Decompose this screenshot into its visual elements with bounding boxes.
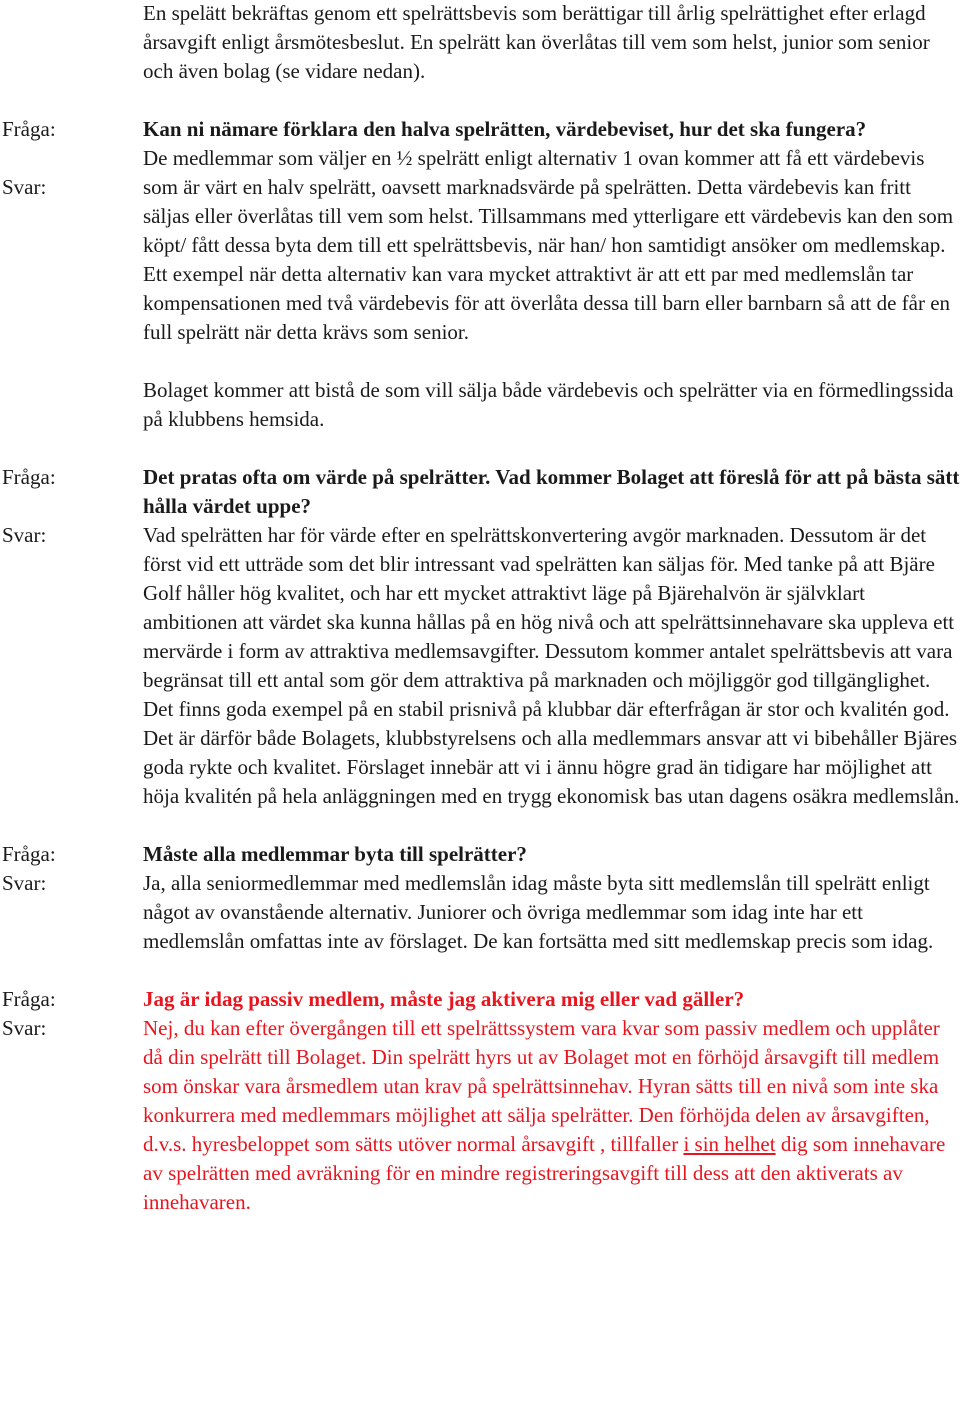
intro-block	[0, 0, 960, 86]
answer-extra-text-1: Bolaget kommer att bistå de som vill sälja både värdebevis och spelrätter via en förmedlingssida på klubbens hemsida.	[143, 378, 954, 431]
answer-text-4-part-2: dig som innehavare av spelrätten med avräkning för en mindre registreringsavgift till dess att den aktiverats av innehavaren.	[143, 1132, 946, 1214]
qa-block-1	[0, 115, 960, 434]
question-text-4: Jag är idag passiv medlem, måste jag aktivera mig eller vad gäller?	[143, 987, 745, 1011]
question-label: Fråga:	[2, 842, 56, 866]
answer-label: Svar:	[2, 871, 47, 895]
question-text-1: Kan ni nämare förklara den halva spelrätten, värdebeviset, hur det ska fungera?	[143, 117, 867, 141]
highlighted-qa-text	[143, 985, 960, 1217]
question-label: Fråga:	[2, 987, 56, 1011]
question-text-3: Måste alla medlemmar byta till spelrätter?	[143, 842, 527, 866]
question-text-2: Det pratas ofta om värde på spelrätter. Vad kommer Bolaget att föreslå för att på bästa sätt hålla värdet uppe?	[143, 465, 960, 518]
answer-label: Svar:	[2, 1016, 47, 1040]
qa-block-2	[0, 463, 960, 811]
answer-label: Svar:	[2, 175, 47, 199]
qa-labels-3	[2, 840, 122, 898]
intro-paragraph: En spelätt bekräftas genom ett spelrättsbevis som berättigar till årlig spelrättighet efter erlagd årsavgift enligt årsmötesbeslut. En spelrätt kan överlåtas till vem som helst, junior som senior och även bolag (se vidare nedan).	[143, 1, 930, 83]
answer-text-4-part-1: Nej, du kan efter övergången till ett spelrättssystem vara kvar som passiv medlem och upplåter då din spelrätt till Bolaget. Din spelrätt hyrs ut av Bolaget mot en förhöjd årsavgift till medlem som önskar vara årsmedlem utan krav på spelrättsinnehav. Hyran sätts till en nivå som inte ska konkurrera med medlemmars möjlighet att sälja spelrätter. Den förhöjda delen av årsavgiften, d.v.s. hyresbeloppet som sätts utöver normal årsavgift , tillfaller	[143, 1016, 940, 1156]
answer-text-1: De medlemmar som väljer en ½ spelrätt enligt alternativ 1 ovan kommer att få ett värdebevis som är värt en halv spelrätt, oavsett marknadsvärde på spelrätten. Detta värdebevis kan fritt säljas eller överlåtas till vem som helst. Tillsammans med ytterligare ett värdebevis kan den som köpt/ fått dessa byta dem till ett spelrättsbevis, när han/ hon samtidigt ansöker om medlemskap. Ett exempel när detta alternativ kan vara mycket attraktivt är att ett par med medlemslån tar kompensationen med två värdebevis för att överlåta dessa till barn eller barnbarn så att de får en full spelrätt när detta krävs som senior.	[143, 146, 954, 344]
qa-labels-2	[2, 463, 122, 550]
question-label: Fråga:	[2, 117, 56, 141]
underlined-phrase: i sin helhet	[683, 1132, 776, 1156]
answer-text-3: Ja, alla seniormedlemmar med medlemslån idag måste byta sitt medlemslån till spelrätt enligt något av ovanstående alternativ. Juniorer och övriga medlemmar som idag inte har ett medlemslån omfattas inte av förslaget. De kan fortsätta med sitt medlemskap precis som idag.	[143, 871, 934, 953]
qa-labels-1	[2, 115, 122, 202]
answer-text-2: Vad spelrätten har för värde efter en spelrättskonvertering avgör marknaden. Dessutom är det först vid ett utträde som det blir intressant vad spelrätten kan säljas för. Med tanke på att Bjäre Golf håller hög kvalitet, och har ett mycket attraktivt läge på Bjärehalvön är självklart ambitionen att värdet ska kunna hållas på en hög nivå och att spelrättsinnehavare ska uppleva ett mervärde i form av attraktiva medlemsavgifter. Dessutom kommer antalet spelrättsbevis att vara begränsat till ett antal som gör dem attraktiva på marknaden och möjliggör god tillgänglighet. Det finns goda exempel på en stabil prisnivå på klubbar där efterfrågan är stor och kvalitén god. Det är därför både Bolagets, klubbstyrelsens och alla medlemmars ansvar att vi bibehåller Bjäres goda rykte och kvalitet. Förslaget innebär att vi i ännu högre grad än tidigare har möjlighet att höja kvalitén på hela anläggningen med en trygg ekonomisk bas utan dagens osäkra medlemslån.	[143, 523, 960, 808]
answer-text-4	[143, 1014, 960, 1217]
qa-block-3	[0, 840, 960, 956]
question-label: Fråga:	[2, 465, 56, 489]
answer-label: Svar:	[2, 523, 47, 547]
qa-block-4	[0, 985, 960, 1217]
qa-labels-4	[2, 985, 122, 1043]
